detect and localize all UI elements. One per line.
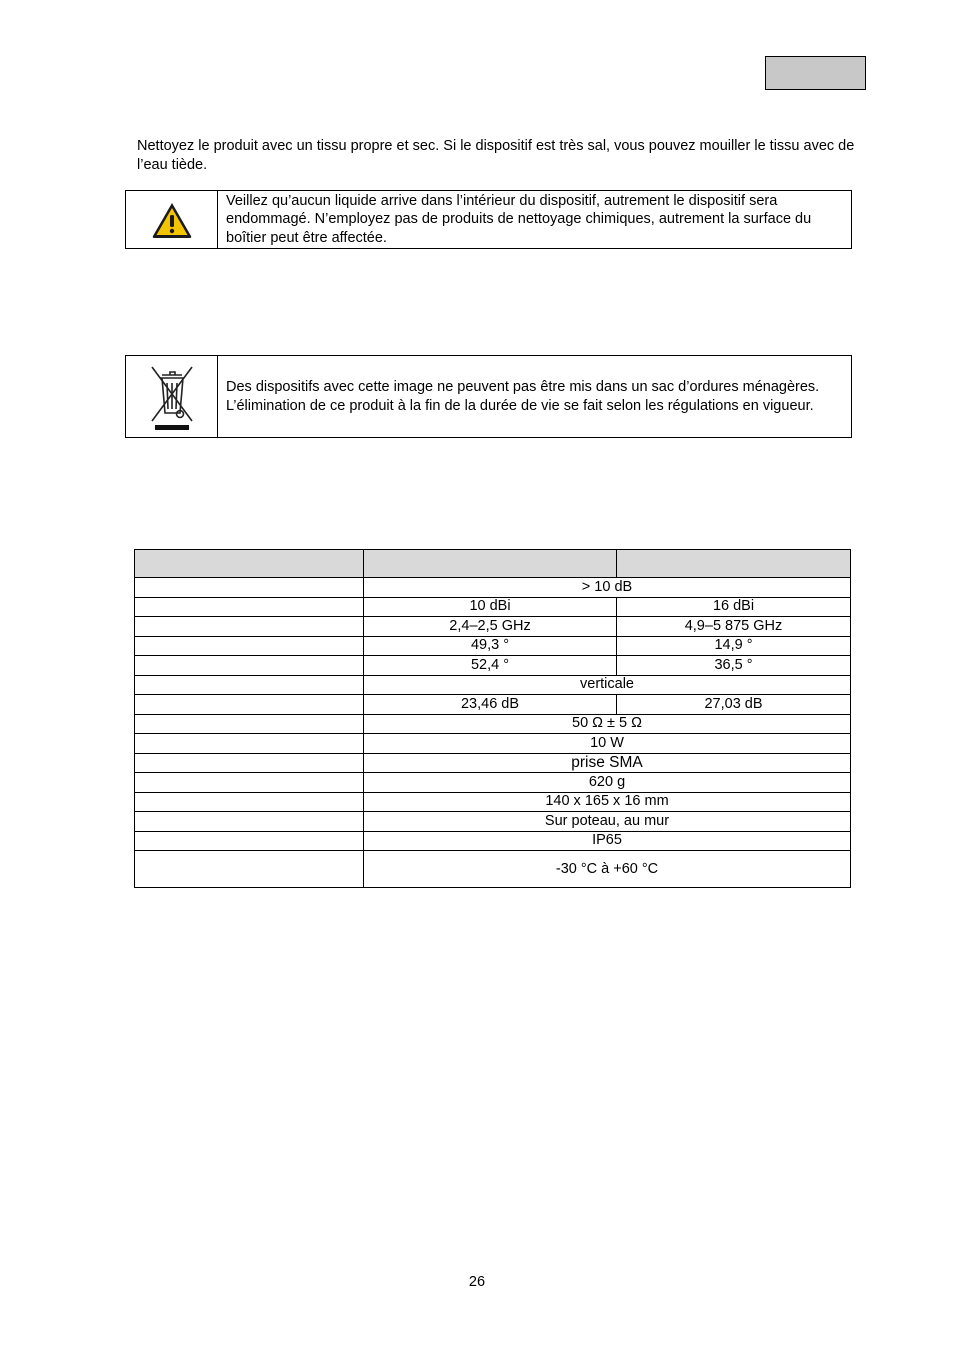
spec-value-b: 14,9 ° [617, 636, 851, 656]
table-row [135, 617, 851, 637]
row-label-cell [135, 714, 364, 734]
spec-value: > 10 dB [364, 578, 851, 598]
spec-value-a: 2,4–2,5 GHz [364, 617, 617, 637]
spec-value-a: 10 dBi [364, 597, 617, 617]
row-label-cell [135, 617, 364, 637]
spec-value: -30 °C à +60 °C [364, 851, 851, 888]
table-row [135, 831, 851, 851]
cleaning-paragraph: Nettoyez le produit avec un tissu propre et sec. Si le dispositif est très sal, vous pouvez mouiller le tissu avec de l’eau tiède. [137, 138, 855, 173]
table-row [135, 675, 851, 695]
spec-value: Sur poteau, au mur [364, 812, 851, 832]
table-row [135, 812, 851, 832]
row-label-cell [135, 831, 364, 851]
spec-value: verticale [364, 675, 851, 695]
table-row [135, 773, 851, 793]
row-label-cell [135, 812, 364, 832]
spec-value-a: 52,4 ° [364, 656, 617, 676]
spec-value: 620 g [364, 773, 851, 793]
table-header-cell [364, 550, 617, 578]
row-label-cell [135, 597, 364, 617]
spec-value-b: 4,9–5 875 GHz [617, 617, 851, 637]
table-header-cell [617, 550, 851, 578]
spec-value-b: 16 dBi [617, 597, 851, 617]
table-row [135, 636, 851, 656]
page-number: 26 [468, 1274, 486, 1290]
spec-value: prise SMA [364, 753, 851, 773]
table-row [135, 792, 851, 812]
row-label-cell [135, 851, 364, 888]
table-row [135, 851, 851, 888]
row-label-cell [135, 656, 364, 676]
table-row [135, 714, 851, 734]
row-label-cell [135, 675, 364, 695]
spec-value-b: 36,5 ° [617, 656, 851, 676]
row-label-cell [135, 773, 364, 793]
disposal-icon-cell [126, 356, 218, 437]
language-tab [765, 56, 866, 90]
warning-notice-box [125, 190, 852, 249]
disposal-text: Des dispositifs avec cette image ne peuvent pas être mis dans un sac d’ordures ménagères. L’élimination de ce produit à la fin de la durée de vie se fait selon les régulations en vigueur. [226, 379, 820, 414]
table-row [135, 656, 851, 676]
table-row [135, 734, 851, 754]
disposal-notice-box [125, 355, 852, 438]
row-label-cell [135, 792, 364, 812]
row-label-cell [135, 578, 364, 598]
row-label-cell [135, 636, 364, 656]
table-header-cell [135, 550, 364, 578]
spec-value: 140 x 165 x 16 mm [364, 792, 851, 812]
spec-value: 50 Ω ± 5 Ω [364, 714, 851, 734]
table-row [135, 578, 851, 598]
warning-triangle-icon [151, 201, 193, 239]
crossed-out-wheelie-bin-icon [147, 361, 197, 433]
row-label-cell [135, 734, 364, 754]
table-row [135, 753, 851, 773]
row-label-cell [135, 695, 364, 715]
spec-value-b: 27,03 dB [617, 695, 851, 715]
spec-value-a: 23,46 dB [364, 695, 617, 715]
warning-icon-cell [126, 191, 218, 248]
row-label-cell [135, 753, 364, 773]
spec-value: IP65 [364, 831, 851, 851]
spec-value-a: 49,3 ° [364, 636, 617, 656]
table-header-row [135, 550, 851, 578]
table-row [135, 597, 851, 617]
table-row [135, 695, 851, 715]
spec-value: 10 W [364, 734, 851, 754]
specification-table [134, 549, 851, 888]
warning-text: Veillez qu’aucun liquide arrive dans l’intérieur du dispositif, autrement le dispositif sera endommagé. N’employez pas de produits de nettoyage chimiques, autrement la surface du boîtier peut être affectée. [226, 192, 812, 246]
